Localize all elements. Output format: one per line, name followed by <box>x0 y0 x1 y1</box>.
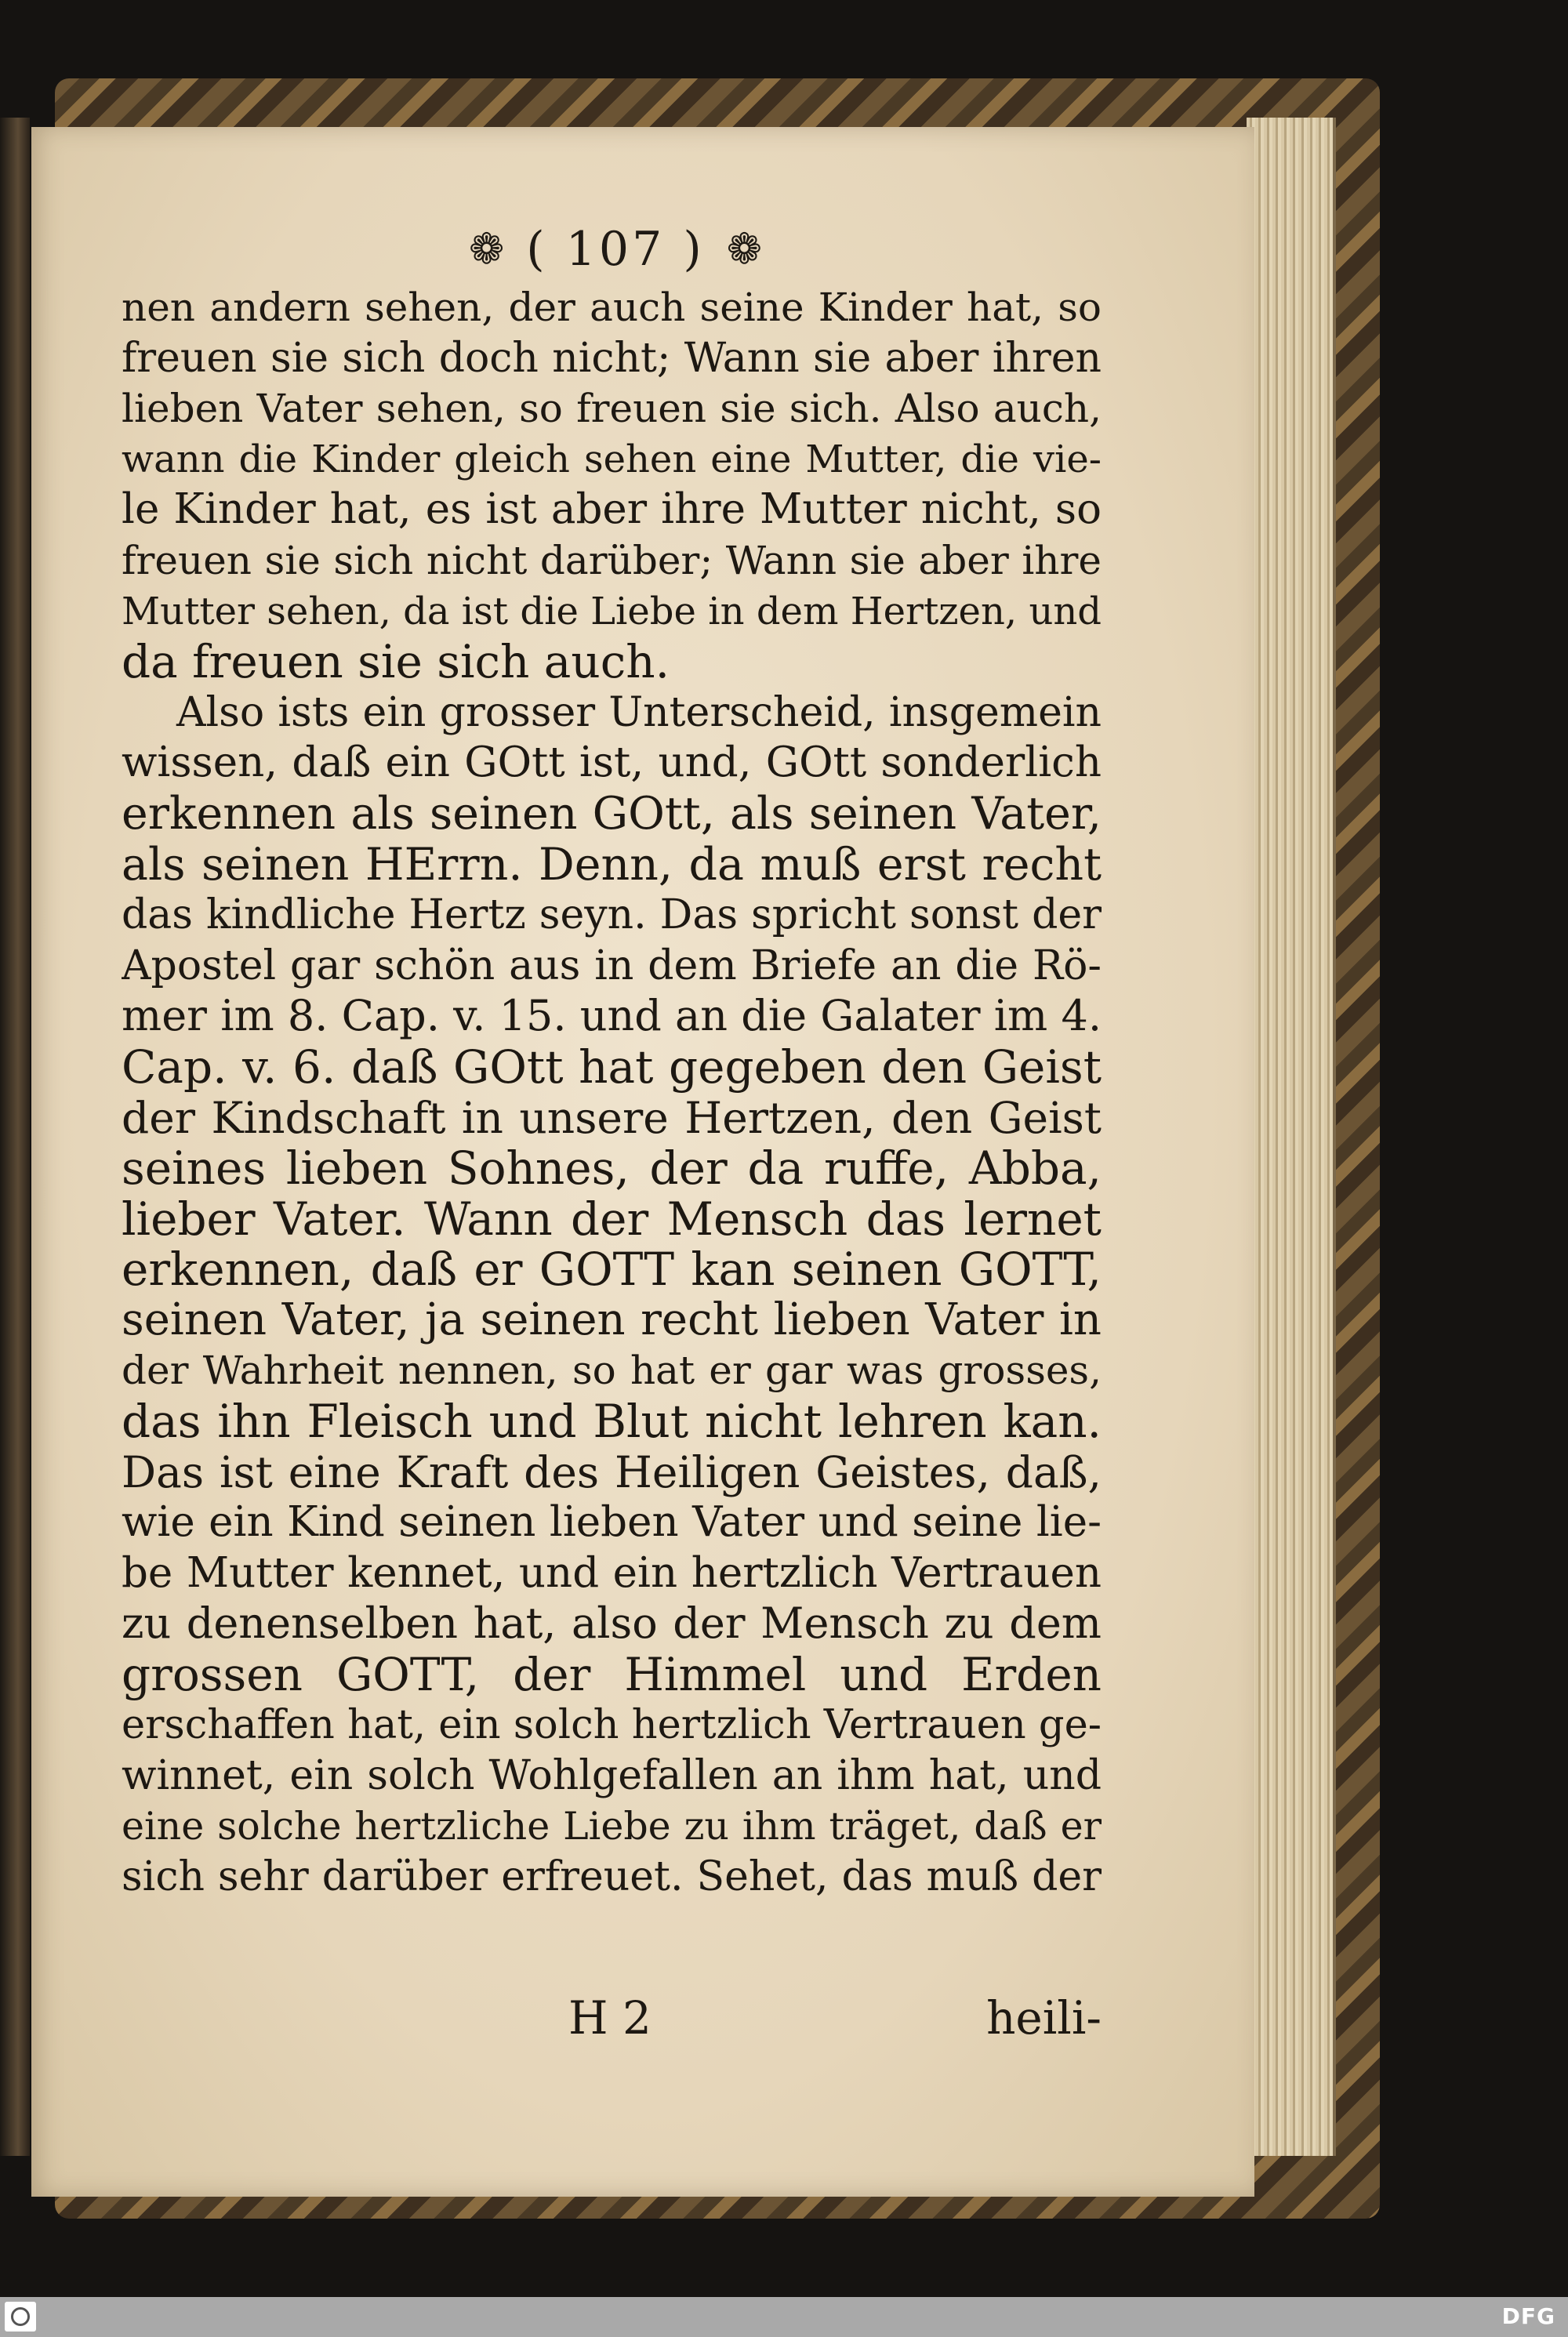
text-line: wissen, daß ein GOtt ist, und, GOtt sonderlich <box>122 738 1102 787</box>
text-line: wie ein Kind seinen lieben Vater und seine lie- <box>122 1498 1102 1547</box>
text-line: be Mutter kennet, und ein hertzlich Vertrauen <box>122 1548 1102 1597</box>
text-line: der Wahrheit nennen, so hat er gar was grosses, <box>122 1348 1102 1394</box>
text-line: wann die Kinder gleich sehen eine Mutter, die vie- <box>122 437 1102 481</box>
page-header <box>427 218 804 281</box>
text-line: freuen sie sich nicht darüber; Wann sie aber ihre <box>122 537 1102 583</box>
text-line: erkennen als seinen GOtt, als seinen Vater, <box>122 788 1102 840</box>
text-line: Also ists ein grosser Unterscheid, insgemein <box>176 688 1102 736</box>
page-number: ( 107 ) <box>526 222 705 277</box>
text-line: seinen Vater, ja seinen recht lieben Vater in <box>122 1294 1102 1345</box>
signature-mark: H 2 <box>568 1991 652 2045</box>
text-line: seines lieben Sohnes, der da ruffe, Abba, <box>122 1143 1102 1194</box>
text-line: nen andern sehen, der auch seine Kinder hat, so <box>122 285 1102 330</box>
text-line: das kindliche Hertz seyn. Das spricht sonst der <box>122 891 1102 939</box>
text-line: eine solche hertzliche Liebe zu ihm träget, daß er <box>122 1803 1102 1849</box>
text-line: da freuen sie sich auch. <box>122 637 670 688</box>
text-line: lieben Vater sehen, so freuen sie sich. Also auch, <box>122 386 1102 432</box>
text-line: le Kinder hat, es ist aber ihre Mutter nicht, so <box>122 485 1102 534</box>
page-edges <box>1247 118 1336 2156</box>
text-line: lieber Vater. Wann der Mensch das lernet <box>122 1193 1102 1245</box>
viewer-footer-bar <box>0 2297 1568 2337</box>
text-line: Apostel gar schön aus in dem Briefe an die Rö- <box>122 942 1102 989</box>
text-line: Das ist eine Kraft des Heiligen Geistes, daß, <box>122 1446 1102 1497</box>
text-line: Mutter sehen, da ist die Liebe in dem Hertzen, und <box>122 589 1102 633</box>
catchword: heili- <box>986 1991 1102 2045</box>
text-line: mer im 8. Cap. v. 15. und an die Galater im 4. <box>122 991 1102 1041</box>
text-line: erschaffen hat, ein solch hertzlich Vertrauen ge- <box>122 1701 1102 1748</box>
text-line: freuen sie sich doch nicht; Wann sie aber ihren <box>122 334 1102 382</box>
ornament-right-icon: ❁ <box>726 224 762 274</box>
text-line: winnet, ein solch Wohlgefallen an ihm hat, und <box>122 1752 1102 1800</box>
text-line: sich sehr darüber erfreuet. Sehet, das muß der <box>122 1853 1102 1901</box>
text-line: erkennen, daß er GOTT kan seinen GOTT, <box>122 1244 1102 1295</box>
page-footer-line <box>122 1991 1102 2046</box>
body-text <box>122 282 1102 1903</box>
book-spine-left <box>0 118 30 2156</box>
dfg-logo: DFG <box>1501 2303 1555 2329</box>
library-logo-icon <box>5 2302 36 2332</box>
text-line: das ihn Fleisch und Blut nicht lehren kan. <box>122 1396 1102 1447</box>
text-line: der Kindschaft in unsere Hertzen, den Geist <box>122 1092 1102 1143</box>
text-line: grossen GOTT, der Himmel und Erden <box>122 1649 1102 1700</box>
text-line: zu denenselben hat, also der Mensch zu dem <box>122 1599 1102 1649</box>
ornament-left-icon: ❁ <box>469 224 505 274</box>
text-line: Cap. v. 6. daß GOtt hat gegeben den Geist <box>122 1041 1102 1093</box>
text-line: als seinen HErrn. Denn, da muß erst recht <box>122 839 1102 891</box>
